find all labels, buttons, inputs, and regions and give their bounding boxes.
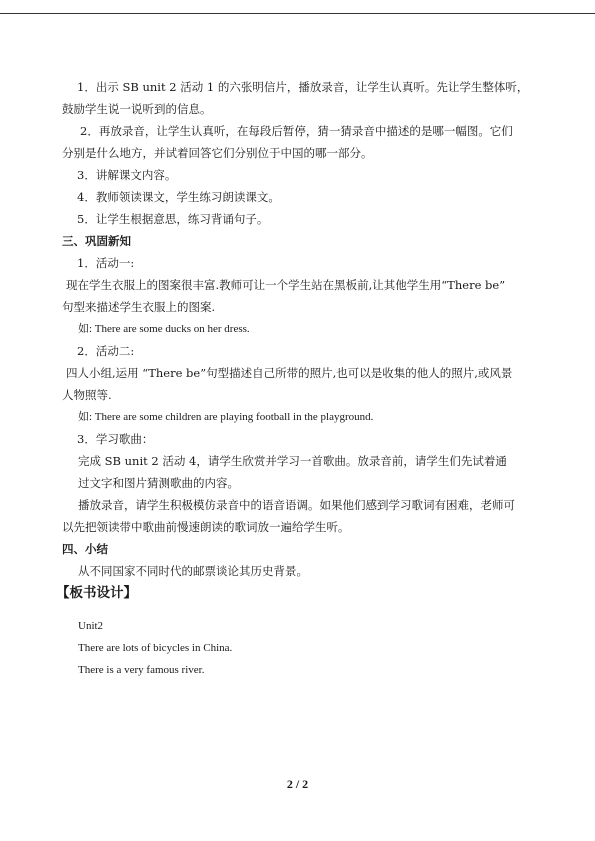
page-number: 2 / 2 <box>286 777 309 791</box>
activity-3-heading: 3．学习歌曲： <box>77 432 154 446</box>
section-heading-3: 三、巩固新知 <box>62 234 131 248</box>
activity-1-text: 现在学生衣服上的图案很丰富.教师可让一个学生站在黑板前,让其他学生用“There be” <box>66 278 506 292</box>
activity-1-example: 如: There are some ducks on her dress. <box>78 323 250 335</box>
activity-2-example: 如: There are some children are playing football in the playground. <box>78 411 374 423</box>
activity-1-text-cont: 句型来描述学生衣服上的图案. <box>62 300 216 314</box>
header-rule <box>0 13 595 14</box>
paragraph-step-2-cont: 分别是什么地方，并试着回答它们分别位于中国的哪一部分。 <box>62 146 373 160</box>
paragraph-step-2: 2．再放录音，让学生认真听，在每段后暂停，猜一猜录音中描述的是哪一幅图。它们 <box>80 124 513 138</box>
activity-3-text-cont: 过文字和图片猜测歌曲的内容。 <box>78 476 239 490</box>
summary-text: 从不同国家不同时代的邮票谈论其历史背景。 <box>78 564 308 578</box>
board-line-1: Unit2 <box>78 620 104 632</box>
section-heading-4: 四、小结 <box>62 542 108 556</box>
board-line-3: There is a very famous river. <box>78 664 205 676</box>
activity-3-text-2-cont: 以先把领读带中歌曲前慢速朗读的歌词放一遍给学生听。 <box>62 520 350 534</box>
board-design-title: 【板书设计】 <box>56 585 137 601</box>
activity-3-text-2: 播放录音，请学生积极模仿录音中的语音语调。如果他们感到学习歌词有困难，老师可 <box>78 498 515 512</box>
activity-1-heading: 1．活动一: <box>77 256 135 270</box>
paragraph-step-5: 5．让学生根据意思，练习背诵句子。 <box>77 212 269 226</box>
activity-2-text: 四人小组,运用 “There be”句型描述自己所带的照片,也可以是收集的他人的照片,或风景 <box>66 366 513 380</box>
paragraph-step-4: 4．教师领读课文，学生练习朗读课文。 <box>77 190 280 204</box>
activity-2-text-cont: 人物照等. <box>62 388 112 402</box>
paragraph-step-1: 1．出示 SB unit 2 活动 1 的六张明信片，播放录音，让学生认真听。先让学生整体听， <box>77 80 529 94</box>
activity-2-heading: 2．活动二: <box>77 344 135 358</box>
board-line-2: There are lots of bicycles in China. <box>78 642 233 654</box>
activity-3-text: 完成 SB unit 2 活动 4，请学生欣赏并学习一首歌曲。放录音前，请学生们先试着通 <box>78 454 507 468</box>
paragraph-step-3: 3．讲解课文内容。 <box>77 168 177 182</box>
paragraph-step-1-cont: 鼓励学生说一说听到的信息。 <box>62 102 212 116</box>
